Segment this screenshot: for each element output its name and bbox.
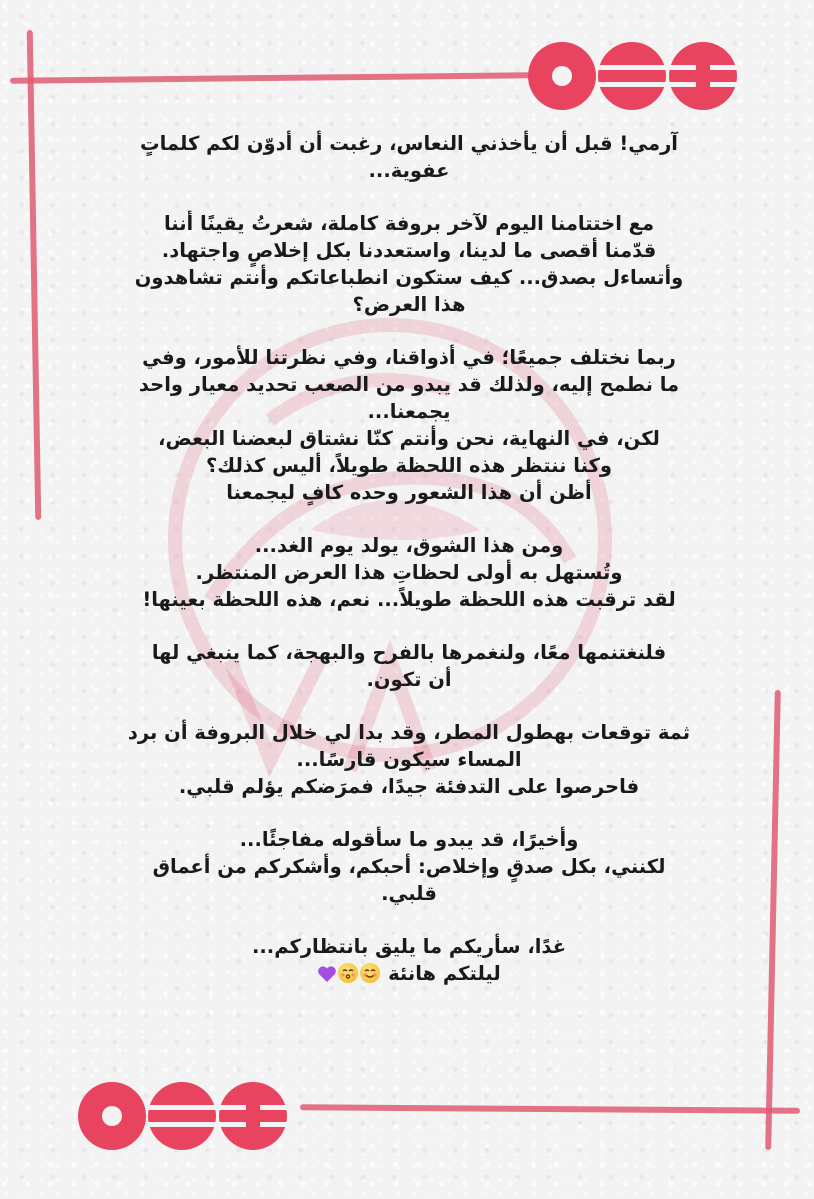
paragraph-greeting (78, 130, 740, 184)
text-line: فاحرصوا على التدفئة جيدًا، فمرَضكم يؤلم قلبي. (178, 775, 640, 798)
text-line: غدًا، سأريكم ما يليق بانتظاركم... (251, 935, 567, 958)
paragraph-weather (78, 719, 740, 800)
text-line: يجمعنا... (367, 400, 451, 423)
text-line: ما نطمح إليه، ولذلك قد يبدو من الصعب تحديد معيار واحد (138, 373, 680, 396)
letter-body (78, 130, 740, 1013)
text-line: هذا العرض؟ (352, 293, 466, 316)
frame-left-line (27, 30, 42, 520)
text-line: المساء سيكون قارسًا... (296, 748, 522, 771)
frame-top-line (10, 72, 530, 83)
text-line: قدّمنا أقصى ما لدينا، واستعددنا بكل إخلاصٍ واجتهاد. (161, 239, 657, 262)
text-line: ربما نختلف جميعًا؛ في أذواقنا، وفي نظرتنا للأمور، وفي (142, 346, 676, 369)
text-line: قلبي. (381, 882, 437, 905)
brand-logo-top (526, 40, 741, 112)
purple-heart-icon (317, 965, 337, 983)
text-line: وكنا ننتظر هذه اللحظة طويلاً، أليس كذلك؟ (205, 454, 613, 477)
paragraph-rehearsal (78, 210, 740, 318)
text-line: فلنغتنمها معًا، ولنغمرها بالفرح والبهجة، كما ينبغي لها (151, 641, 667, 664)
frame-right-line (765, 690, 781, 1150)
text-line: ومن هذا الشوق، يولد يوم الغد... (254, 534, 564, 557)
text-line-closing (78, 960, 740, 987)
text-line: لكنني، بكل صدقٍ وإخلاص: أحبكم، وأشكركم من أعماق (152, 855, 666, 878)
smiling-face-icon (360, 963, 380, 983)
text-line: أظن أن هذا الشعور وحده كافٍ ليجمعنا (226, 481, 592, 504)
closing-text: ليلتكم هانئة (388, 962, 501, 985)
text-line: مع اختتامنا اليوم لآخر بروفة كاملة، شعرتُ يقينًا أننا (163, 212, 655, 235)
text-line: أن تكون. (366, 668, 452, 691)
text-line: وأتساءل بصدق... كيف ستكون انطباعاتكم وأنتم تشاهدون (134, 266, 684, 289)
frame-bottom-line (300, 1104, 800, 1113)
text-line: لكن، في النهاية، نحن وأنتم كنّا نشتاق لبعضنا البعض، (158, 427, 660, 450)
paragraph-together (78, 344, 740, 506)
paragraph-goodnight (78, 933, 740, 987)
text-line: عفوية... (368, 159, 450, 182)
text-line: وأخيرًا، قد يبدو ما سأقوله مفاجئًا... (239, 828, 579, 851)
paragraph-finally (78, 826, 740, 907)
paragraph-enjoy (78, 639, 740, 693)
text-line: ثمة توقعات بهطول المطر، وقد بدا لي خلال البروفة أن برد (127, 721, 691, 744)
brand-logo-bottom (76, 1080, 291, 1152)
kissing-face-icon (338, 963, 358, 983)
text-line: لقد ترقبت هذه اللحظة طويلاً... نعم، هذه اللحظة بعينها! (142, 588, 676, 611)
text-line: وتُستهل به أولى لحظاتِ هذا العرض المنتظر. (195, 561, 623, 584)
paragraph-tomorrow (78, 532, 740, 613)
text-line: آرمي! قبل أن يأخذني النعاس، رغبت أن أدوّن لكم كلماتٍ (140, 132, 678, 155)
